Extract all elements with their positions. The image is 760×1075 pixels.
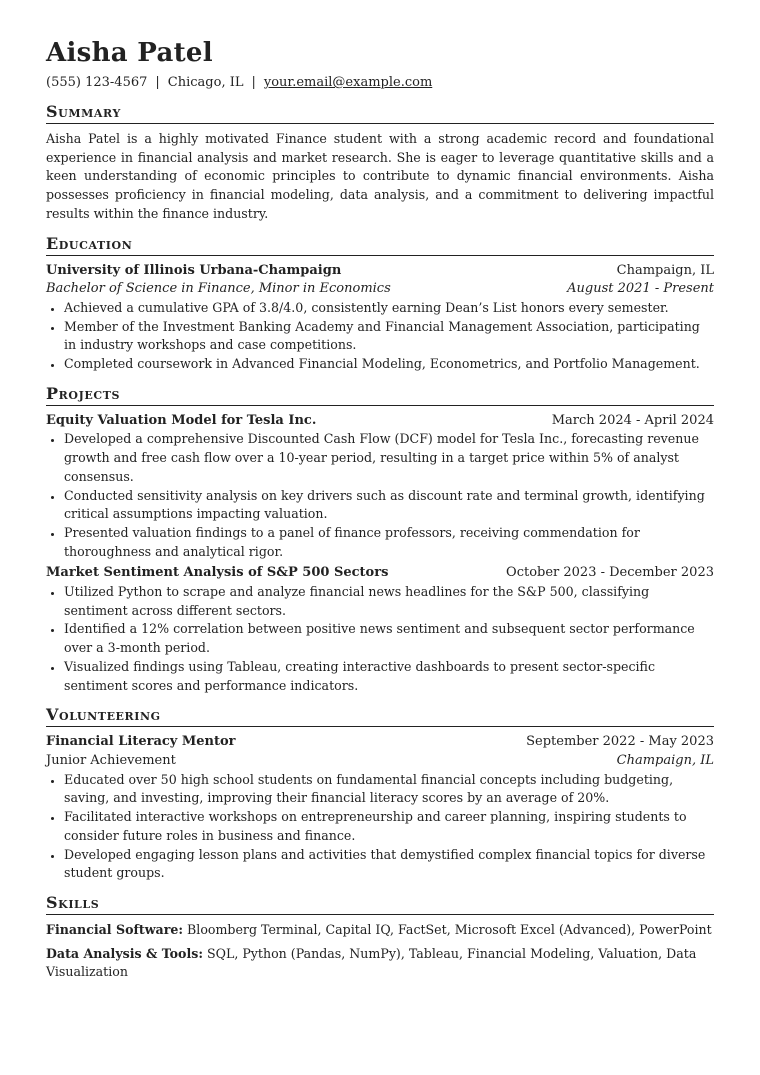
email-link[interactable]: your.email@example.com [263,75,433,90]
project-header-row [46,412,714,431]
list-item: • Completed coursework in Advanced Financial Modeling, Econometrics, and Portfolio Management. [64,355,714,374]
list-item: • Educated over 50 high school students on fundamental financial concepts including budgeting, saving, and investing, improving their financial literacy scores by an average of 20%. [64,771,714,808]
skill-label: Data Analysis & Tools: [46,945,203,961]
education-header-row [46,262,714,281]
project-entry [46,412,714,562]
volunteering-header-row [46,733,714,752]
list-item: • Member of the Investment Banking Academy and Financial Management Association, participating in industry workshops and case competitions. [64,318,714,355]
volunteer-role: Financial Literacy Mentor [46,734,236,750]
list-item: • Developed engaging lesson plans and activities that demystified complex financial topics for diverse student groups. [64,846,714,883]
school-name: University of Illinois Urbana-Champaign [46,262,342,278]
list-item: • Identified a 12% correlation between positive news sentiment and subsequent sector performance over a 3-month period. [64,620,714,657]
volunteer-dates: September 2022 - May 2023 [526,734,714,750]
separator: | [251,75,256,90]
skill-label: Financial Software: [46,921,184,937]
education-degree-row [46,280,714,299]
resume-name: Aisha Patel [46,38,213,68]
project-dates: March 2024 - April 2024 [551,412,714,428]
degree: Bachelor of Science in Finance, Minor in Economics [46,281,391,297]
project-header-row [46,564,714,583]
list-item: • Developed a comprehensive Discounted Cash Flow (DCF) model for Tesla Inc., forecasting revenue growth and free cash flow over a 10-year period, resulting in a target price within 5% of analyst consensus. [64,430,714,486]
summary-text: Aisha Patel is a highly motivated Finance student with a strong academic record and foundational experience in financial analysis and market research. She is eager to leverage quantitative skills and a keen understanding of economic principles to contribute to dynamic financial environments. Aisha possesses proficiency in financial modeling, data analysis, and a commitment to delivering impactful results within the finance industry. [46,131,714,221]
project-bullets [46,583,714,695]
school-location: Champaign, IL [616,262,714,278]
education-bullets [46,299,714,374]
education-entry [46,262,714,374]
skill-value: SQL, Python (Pandas, NumPy), Tableau, Financial Modeling, Valuation, Data Visualization [46,945,697,980]
section-title-projects: Projects [46,384,714,406]
section-title-summary: Summary [46,102,714,124]
volunteer-location: Champaign, IL [616,752,714,768]
project-entry [46,564,714,695]
volunteering-entry [46,733,714,883]
separator: | [155,75,160,90]
skill-value: Bloomberg Terminal, Capital IQ, FactSet, Microsoft Excel (Advanced), PowerPoint [187,921,712,937]
project-dates: October 2023 - December 2023 [506,565,714,581]
list-item: • Facilitated interactive workshops on entrepreneurship and career planning, inspiring students to consider future roles in business and finance. [64,808,714,845]
section-title-skills: Skills [46,893,714,915]
location: Chicago, IL [167,75,244,90]
section-title-education: Education [46,234,714,256]
list-item: • Presented valuation findings to a panel of finance professors, receiving commendation for thoroughness and analytical rigor. [64,524,714,561]
list-item: • Conducted sensitivity analysis on key drivers such as discount rate and terminal growth, identifying critical assumptions impacting valuation. [64,487,714,524]
phone-number: (555) 123-4567 [46,75,148,90]
section-title-volunteering: Volunteering [46,705,714,727]
project-name: Market Sentiment Analysis of S&P 500 Sectors [46,565,389,581]
list-item: • Visualized findings using Tableau, creating interactive dashboards to present sector-specific sentiment scores and performance indicators. [64,658,714,695]
education-dates: August 2021 - Present [567,281,714,297]
list-item: • Utilized Python to scrape and analyze financial news headlines for the S&P 500, classifying sentiment across different sectors. [64,583,714,620]
contact-line [46,74,714,92]
project-name: Equity Valuation Model for Tesla Inc. [46,412,317,428]
volunteer-org: Junior Achievement [46,752,176,768]
volunteering-bullets [46,771,714,883]
skill-line [46,921,714,940]
volunteering-org-row [46,752,714,771]
skill-line [46,945,714,982]
project-bullets [46,430,714,561]
list-item: • Achieved a cumulative GPA of 3.8/4.0, consistently earning Dean’s List honors every semester. [64,299,714,318]
